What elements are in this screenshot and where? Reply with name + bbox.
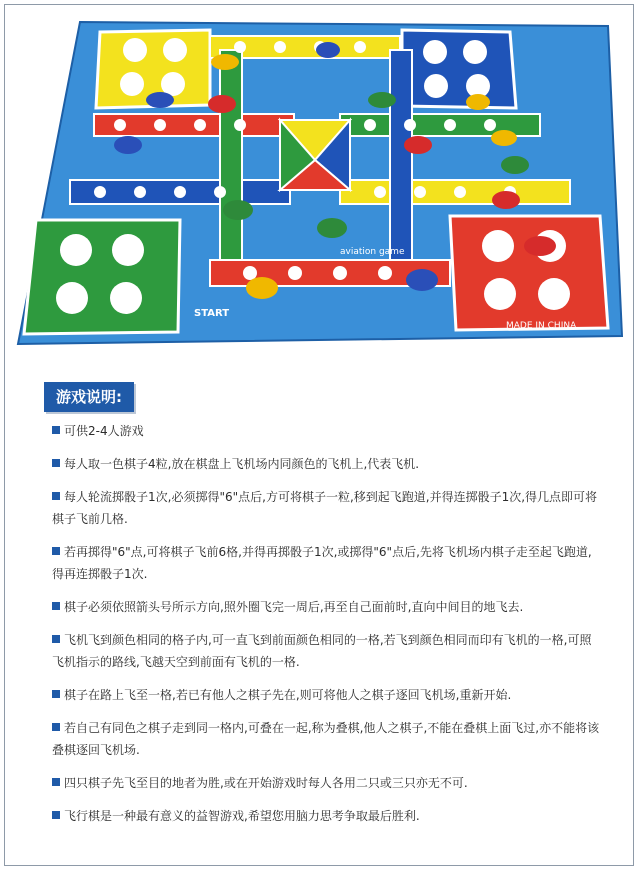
list-item [52, 420, 602, 442]
rule-text: 若再掷得"6"点,可将棋子飞前6格,并得再掷骰子1次,或掷得"6"点后,先将飞机场内棋子走至起飞跑道,得再连掷骰子1次. [52, 545, 592, 581]
rule-text: 棋子在路上飞至一格,若已有他人之棋子先在,则可将他人之棋子逐回飞机场,重新开始. [64, 688, 512, 702]
rule-text: 四只棋子先飞至目的地者为胜,或在开始游戏时每人各用二只或三只亦无不可. [64, 776, 468, 790]
list-item [52, 772, 602, 794]
list-item [52, 596, 602, 618]
bullet-icon [52, 635, 60, 643]
list-item [52, 717, 602, 761]
rule-text: 若自己有同色之棋子走到同一格内,可叠在一起,称为叠棋,他人之棋子,不能在叠棋上面飞过,亦不能将该叠棋逐回飞机场. [52, 721, 600, 757]
bullet-icon [52, 690, 60, 698]
bullet-icon [52, 426, 60, 434]
rule-text: 可供2-4人游戏 [64, 424, 144, 438]
list-item [52, 805, 602, 827]
list-item [52, 541, 602, 585]
red-hangar [450, 216, 608, 330]
made-in-label: MADE IN CHINA [506, 321, 577, 331]
aviation-label: aviation game [340, 247, 405, 257]
list-item [52, 684, 602, 706]
bullet-icon [52, 811, 60, 819]
bullet-icon [52, 723, 60, 731]
list-item [52, 453, 602, 475]
rule-text: 飞机飞到颜色相同的格子内,可一直飞到前面颜色相同的一格,若飞到颜色相同而印有飞机的一格,可照飞机指示的路线,飞越天空到前面有飞机的一格. [52, 633, 592, 669]
bullet-icon [52, 459, 60, 467]
bullet-icon [52, 492, 60, 500]
board-photo [10, 10, 630, 350]
rule-text: 每人轮流掷骰子1次,必须掷得"6"点后,方可将棋子一粒,移到起飞跑道,并得连掷骰子1次,得几点即可将棋子飞前几格. [52, 490, 598, 526]
list-item [52, 629, 602, 673]
rule-text: 每人取一色棋子4粒,放在棋盘上飞机场内同颜色的飞机上,代表飞机. [64, 457, 420, 471]
rule-text: 飞行棋是一种最有意义的益智游戏,希望您用脑力思考争取最后胜利. [64, 809, 420, 823]
rules-title: 游戏说明: [44, 382, 134, 412]
flying-chess-board [10, 10, 630, 350]
bullet-icon [52, 778, 60, 786]
list-item [52, 486, 602, 530]
blue-hangar [402, 30, 516, 108]
bullet-icon [52, 602, 60, 610]
green-hangar [24, 220, 180, 334]
rules-list [52, 420, 602, 838]
bullet-icon [52, 547, 60, 555]
start-label: START [194, 308, 230, 319]
rule-text: 棋子必须依照箭头号所示方向,照外圈飞完一周后,再至自己面前时,直向中间目的地飞去. [64, 600, 524, 614]
